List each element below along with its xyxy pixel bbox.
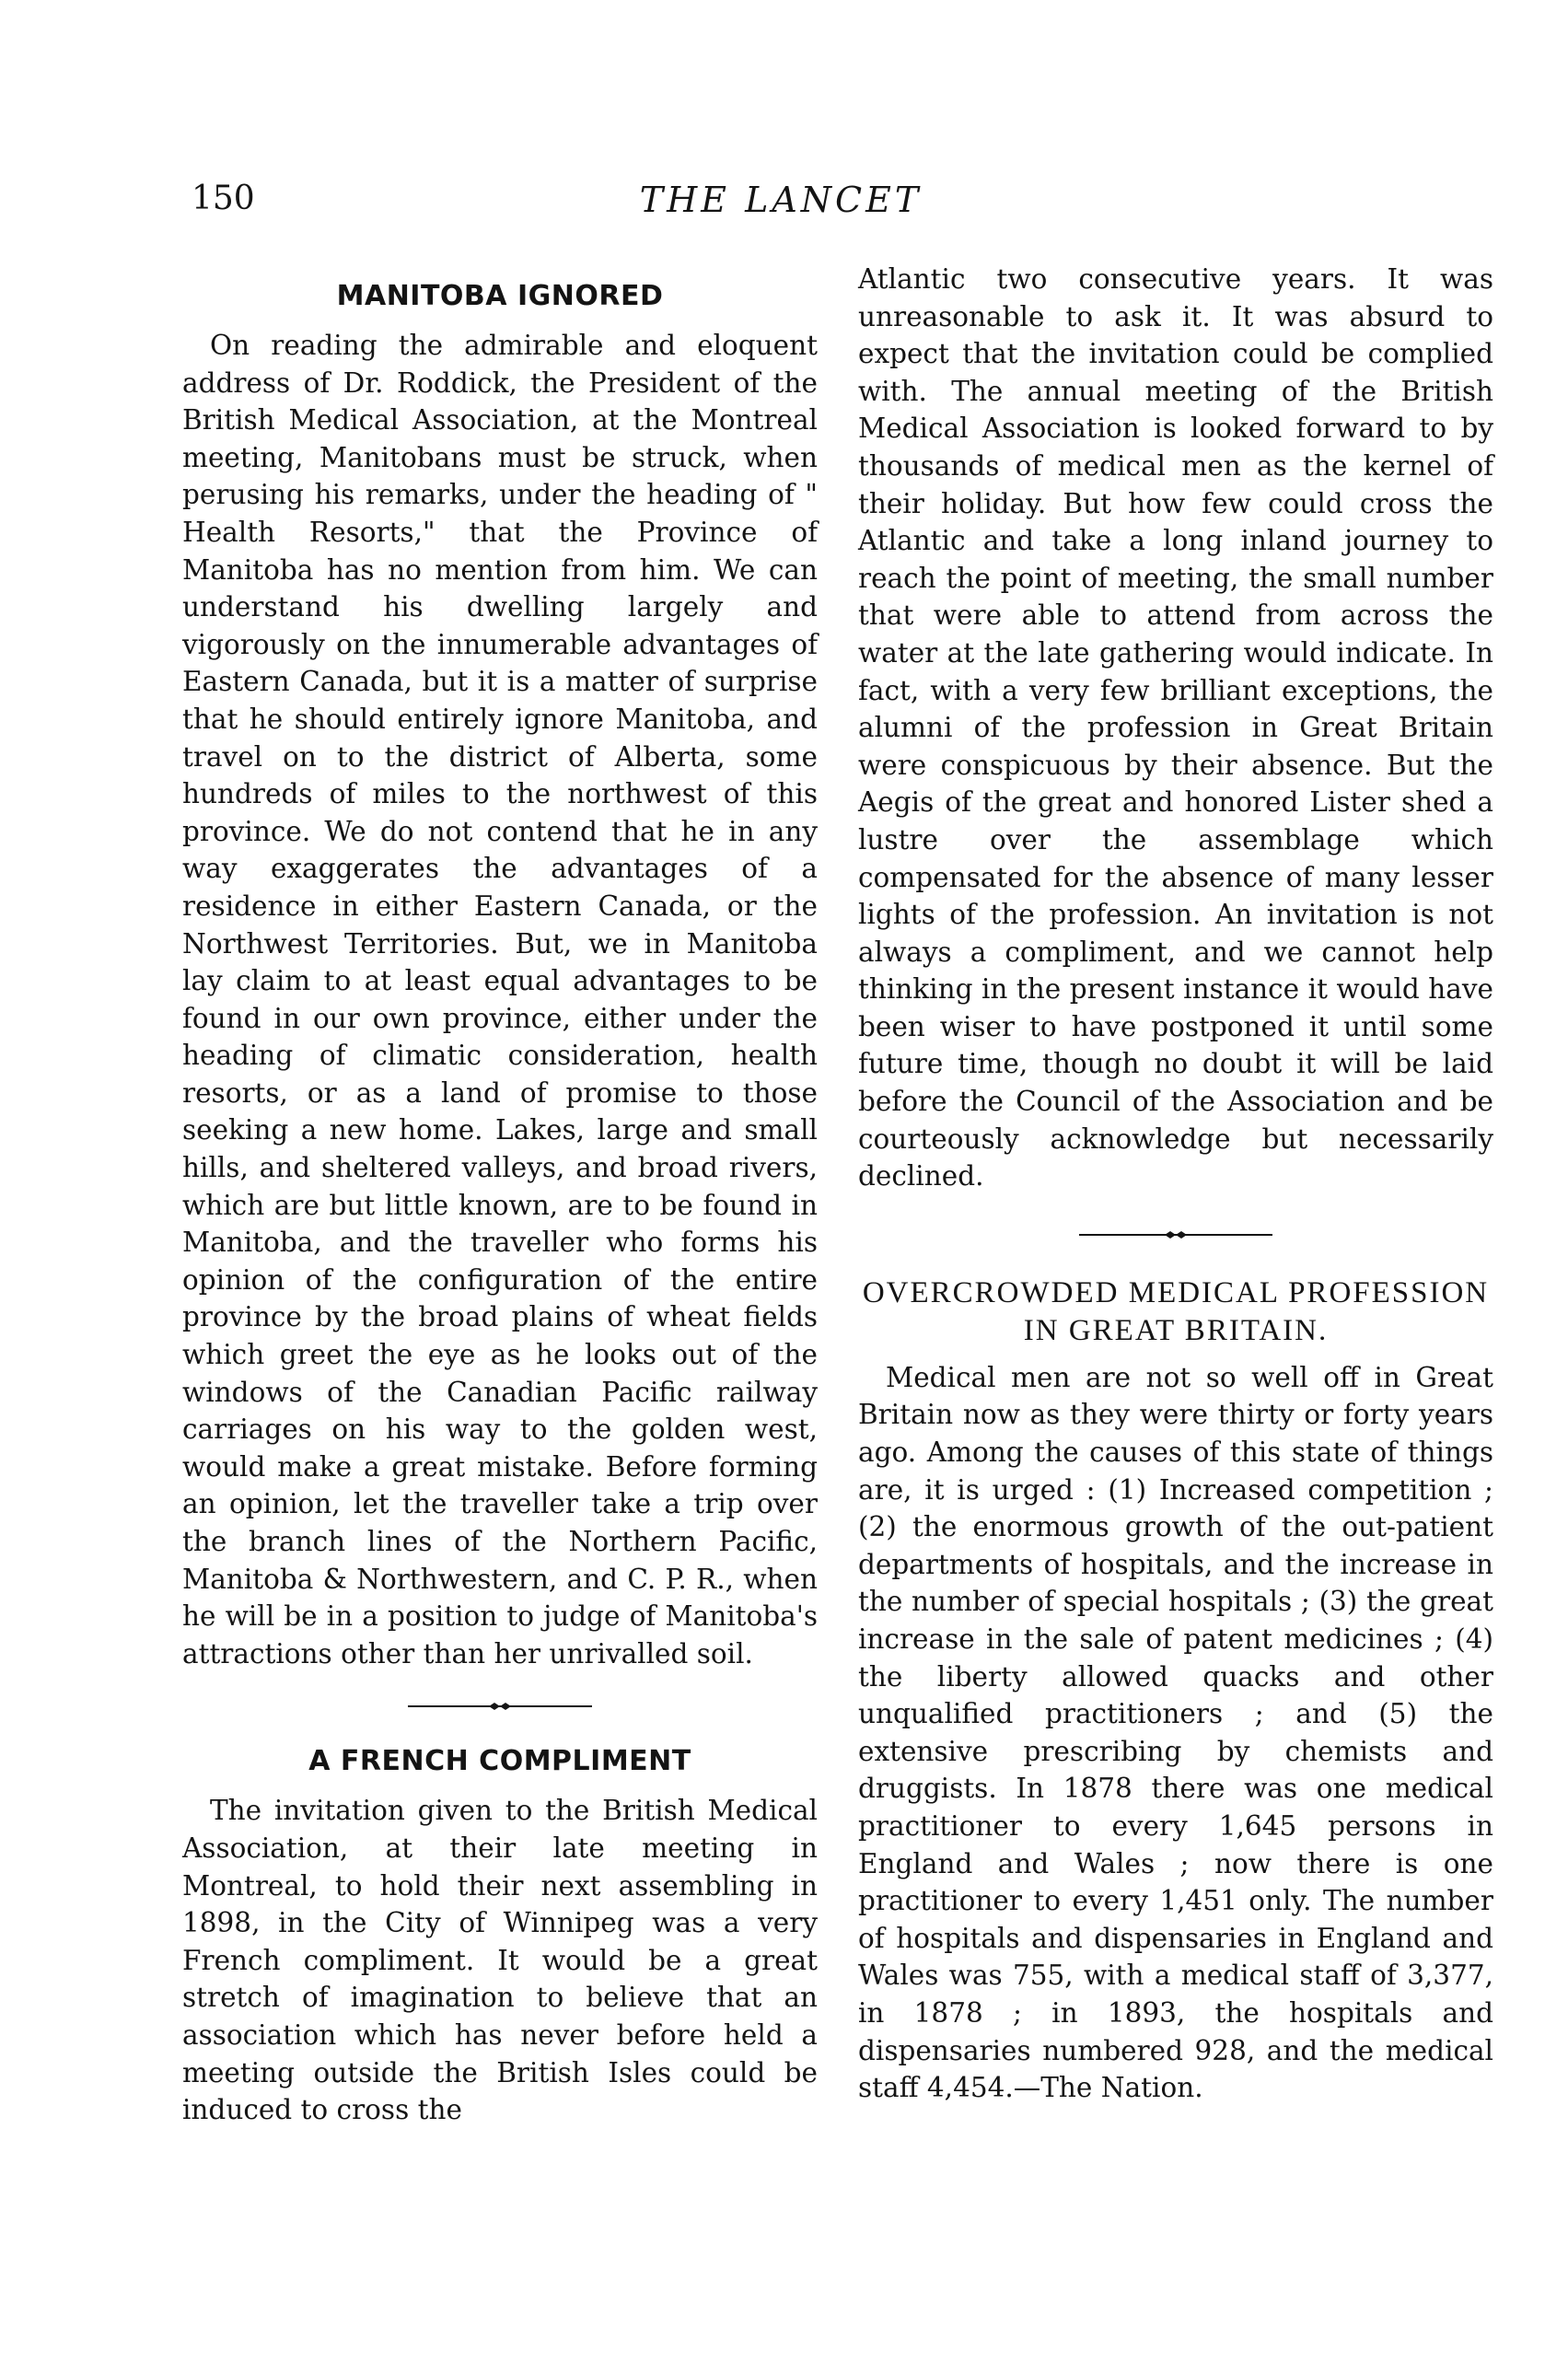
- article-body-overcrowded-profession: Medical men are not so well off in Great Britain now as they were thirty or forty years ago. Among the causes of this state of things are, it is urged : (1) Increased competition ; (2) the enormous growth of the out-patient departments of hospitals, and the increase in the number of special hospitals ; (3) the great increase in the sale of patent medicines ; (4) the liberty allowed quacks and other unqualified practitioners ; and (5) the extensive prescribing by chemists and druggists. In 1878 there was one medical practitioner to every 1,645 persons in England and Wales ; now there is one practitioner to every 1,451 only. The number of hospitals and dispensaries in England and Wales was 755, with a medical staff of 3,377, in 1878 ; in 1893, the hospitals and dispensaries numbered 928, and the medical staff 4,454.—The Nation.: [858, 1361, 1493, 2104]
- divider-ornament: [408, 1701, 592, 1712]
- section-divider: [182, 1672, 818, 1740]
- running-title: THE LANCET: [639, 180, 923, 220]
- divider-ornament: [1079, 1229, 1272, 1240]
- article-title-overcrowded-profession: OVERCROWDED MEDICAL PROFESSION IN GREAT BRITAIN.: [862, 1275, 1490, 1347]
- article-body-french-compliment-part1: The invitation given to the British Medical Association, at their late meeting in Montreal, to hold their next assembling in 1898, in the City of Winnipeg was a very French compliment. It would be a great stretch of imagination to believe that an association which has never before held a meeting outside the British Isles could be induced to cross the: [182, 1795, 818, 2126]
- article-body-manitoba-ignored: On reading the admirable and eloquent address of Dr. Roddick, the President of the British Medical Association, at the Montreal meeting, Manitobans must be struck, when perusing his remarks, under the heading of " Health Resorts," that the Province of Manitoba has no mention from him. We can understand his dwelling largely and vigorously on the innumerable advantages of Eastern Canada, but it is a matter of surprise that he should entirely ignore Manitoba, and travel on to the district of Alberta, some hundreds of miles to the northwest of this province. We do not contend that he in any way exaggerates the advantages of a residence in either Eastern Canada, or the Northwest Territories. But, we in Manitoba lay claim to at least equal advantages to be found in our own province, either under the heading of climatic consideration, health resorts, or as a land of promise to those seeking a new home. Lakes, large and small hills, and sheltered valleys, and broad rivers, which are but little known, are to be found in Manitoba, and the traveller who forms his opinion of the configuration of the entire province by the broad plains of wheat fields which greet the eye as he looks out of the windows of the Canadian Pacific railway carriages on his way to the golden west, would make a great mistake. Before forming an opinion, let the traveller take a trip over the branch lines of the Northern Pacific, Manitoba & Northwestern, and C. P. R., when he will be in a position to judge of Manitoba's attractions other than her unrivalled soil.: [182, 330, 818, 1669]
- left-column: [182, 262, 818, 2129]
- page-number: 150: [192, 180, 255, 217]
- article-body-french-compliment-part2: Atlantic two consecutive years. It was unreasonable to ask it. It was absurd to expect that the invitation could be complied with. The annual meeting of the British Medical Association is looked forward to by thousands of medical men as the kernel of their holiday. But how few could cross the Atlantic and take a long inland journey to reach the point of meeting, the small number that were able to attend from across the water at the late gathering would indicate. In fact, with a very few brilliant exceptions, the alumni of the profession in Great Britain were conspicuous by their absence. But the Aegis of the great and honored Lister shed a lustre over the assemblage which compensated for the absence of many lesser lights of the profession. An invitation is not always a compliment, and we cannot help thinking in the present instance it would have been wiser to have postponed it until some future time, though no doubt it will be laid before the Council of the Association and be courteously acknowledge but necessarily declined.: [858, 263, 1493, 1192]
- article-title-manitoba-ignored: MANITOBA IGNORED: [336, 280, 664, 312]
- right-column: [858, 262, 1493, 2107]
- page-header: [192, 180, 1370, 235]
- article-title-french-compliment: A FRENCH COMPLIMENT: [308, 1745, 691, 1778]
- section-divider: [858, 1195, 1493, 1274]
